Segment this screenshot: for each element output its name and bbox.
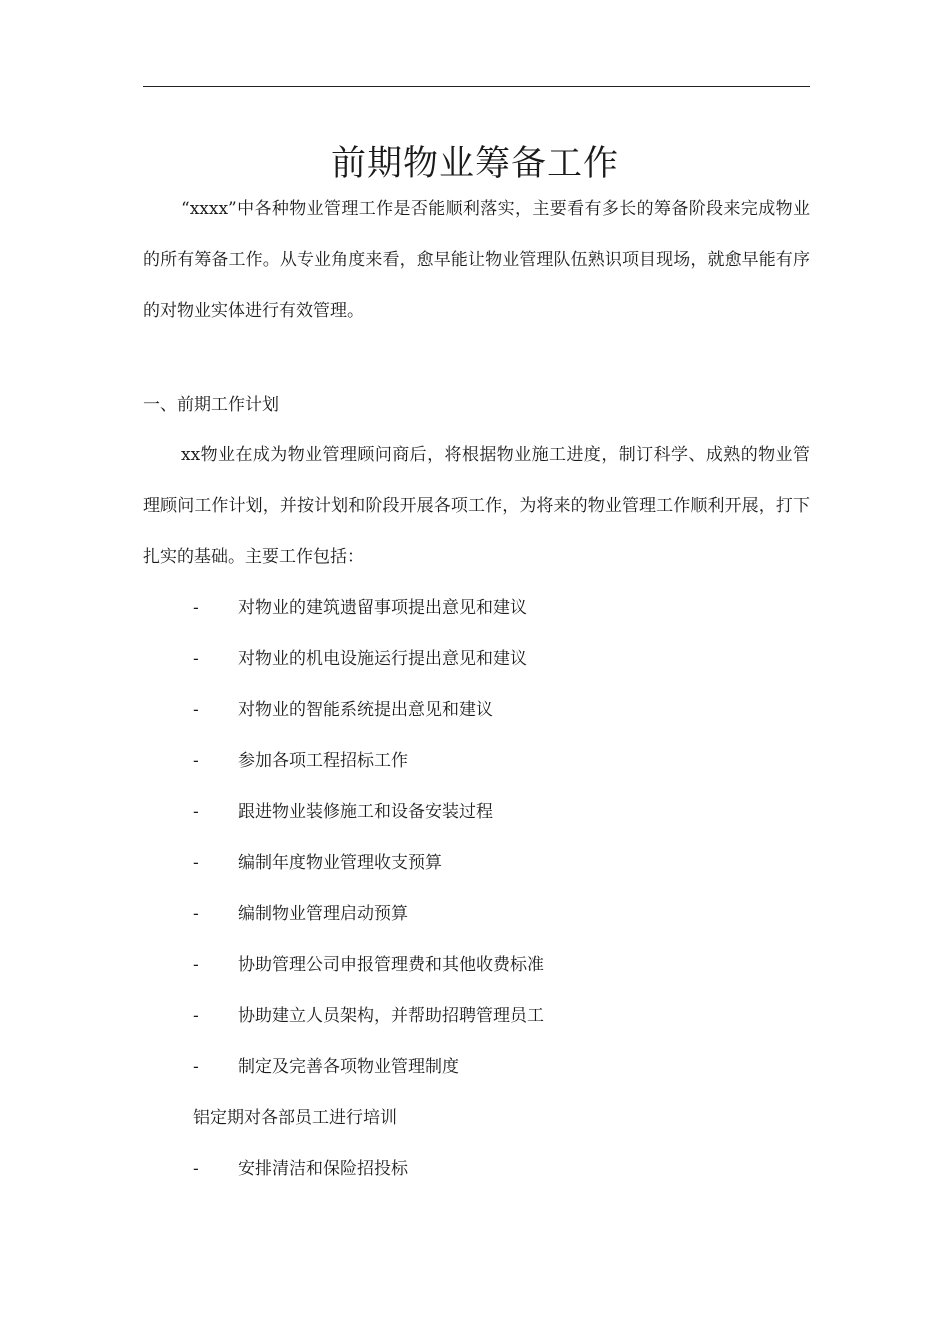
list-dash-marker: - (193, 649, 199, 669)
list-item-text: 协助建立人员架构，并帮助招聘管理员工 (238, 1006, 544, 1026)
header-divider (143, 86, 810, 87)
list-dash-marker: - (193, 1057, 199, 1077)
list-item-text: 对物业的智能系统提出意见和建议 (238, 700, 493, 720)
list-item-text: 对物业的建筑遗留事项提出意见和建议 (238, 598, 527, 618)
list-item (0, 746, 950, 797)
list-item (0, 1052, 950, 1103)
list-item-text: 制定及完善各项物业管理制度 (238, 1057, 459, 1077)
list-item (0, 593, 950, 644)
section-heading: 一、前期工作计划 (143, 395, 279, 415)
list-item (0, 1001, 950, 1052)
plan-paragraph (143, 430, 810, 583)
list-item (0, 695, 950, 746)
list-item-text: 编制物业管理启动预算 (238, 904, 408, 924)
list-dash-marker: - (193, 1159, 199, 1179)
list-item (0, 848, 950, 899)
list-dash-marker: - (193, 598, 199, 618)
work-item-list (0, 593, 950, 1205)
list-item-text: 参加各项工程招标工作 (238, 751, 408, 771)
intro-paragraph (143, 184, 810, 337)
list-item (0, 797, 950, 848)
plan-paragraph-text: xx物业在成为物业管理顾问商后，将根据物业施工进度，制订科学、成熟的物业管理顾问工作计划，并按计划和阶段开展各项工作，为将来的物业管理工作顺利开展，打下扎实的基础。主要工作包括： (143, 445, 810, 567)
list-item (0, 1103, 950, 1154)
list-item-text: 跟进物业装修施工和设备安装过程 (238, 802, 493, 822)
list-dash-marker: - (193, 700, 199, 720)
list-dash-marker: - (193, 1006, 199, 1026)
list-item (0, 1154, 950, 1205)
list-item (0, 950, 950, 1001)
list-item-text: 铝定期对各部员工进行培训 (193, 1108, 397, 1128)
list-dash-marker: - (193, 904, 199, 924)
list-item-text: 对物业的机电设施运行提出意见和建议 (238, 649, 527, 669)
list-dash-marker: - (193, 955, 199, 975)
intro-paragraph-text: “xxxx”中各种物业管理工作是否能顺利落实，主要看有多长的筹备阶段来完成物业的所有筹备工作。从专业角度来看，愈早能让物业管理队伍熟识项目现场，就愈早能有序的对物业实体进行有效管理。 (143, 199, 810, 321)
list-item-text: 编制年度物业管理收支预算 (238, 853, 442, 873)
list-item (0, 899, 950, 950)
list-item-text: 安排清洁和保险招投标 (238, 1159, 408, 1179)
list-dash-marker: - (193, 802, 199, 822)
list-item (0, 644, 950, 695)
list-item-text: 协助管理公司申报管理费和其他收费标准 (238, 955, 544, 975)
list-dash-marker: - (193, 853, 199, 873)
document-title: 前期物业筹备工作 (330, 144, 619, 185)
list-dash-marker: - (193, 751, 199, 771)
